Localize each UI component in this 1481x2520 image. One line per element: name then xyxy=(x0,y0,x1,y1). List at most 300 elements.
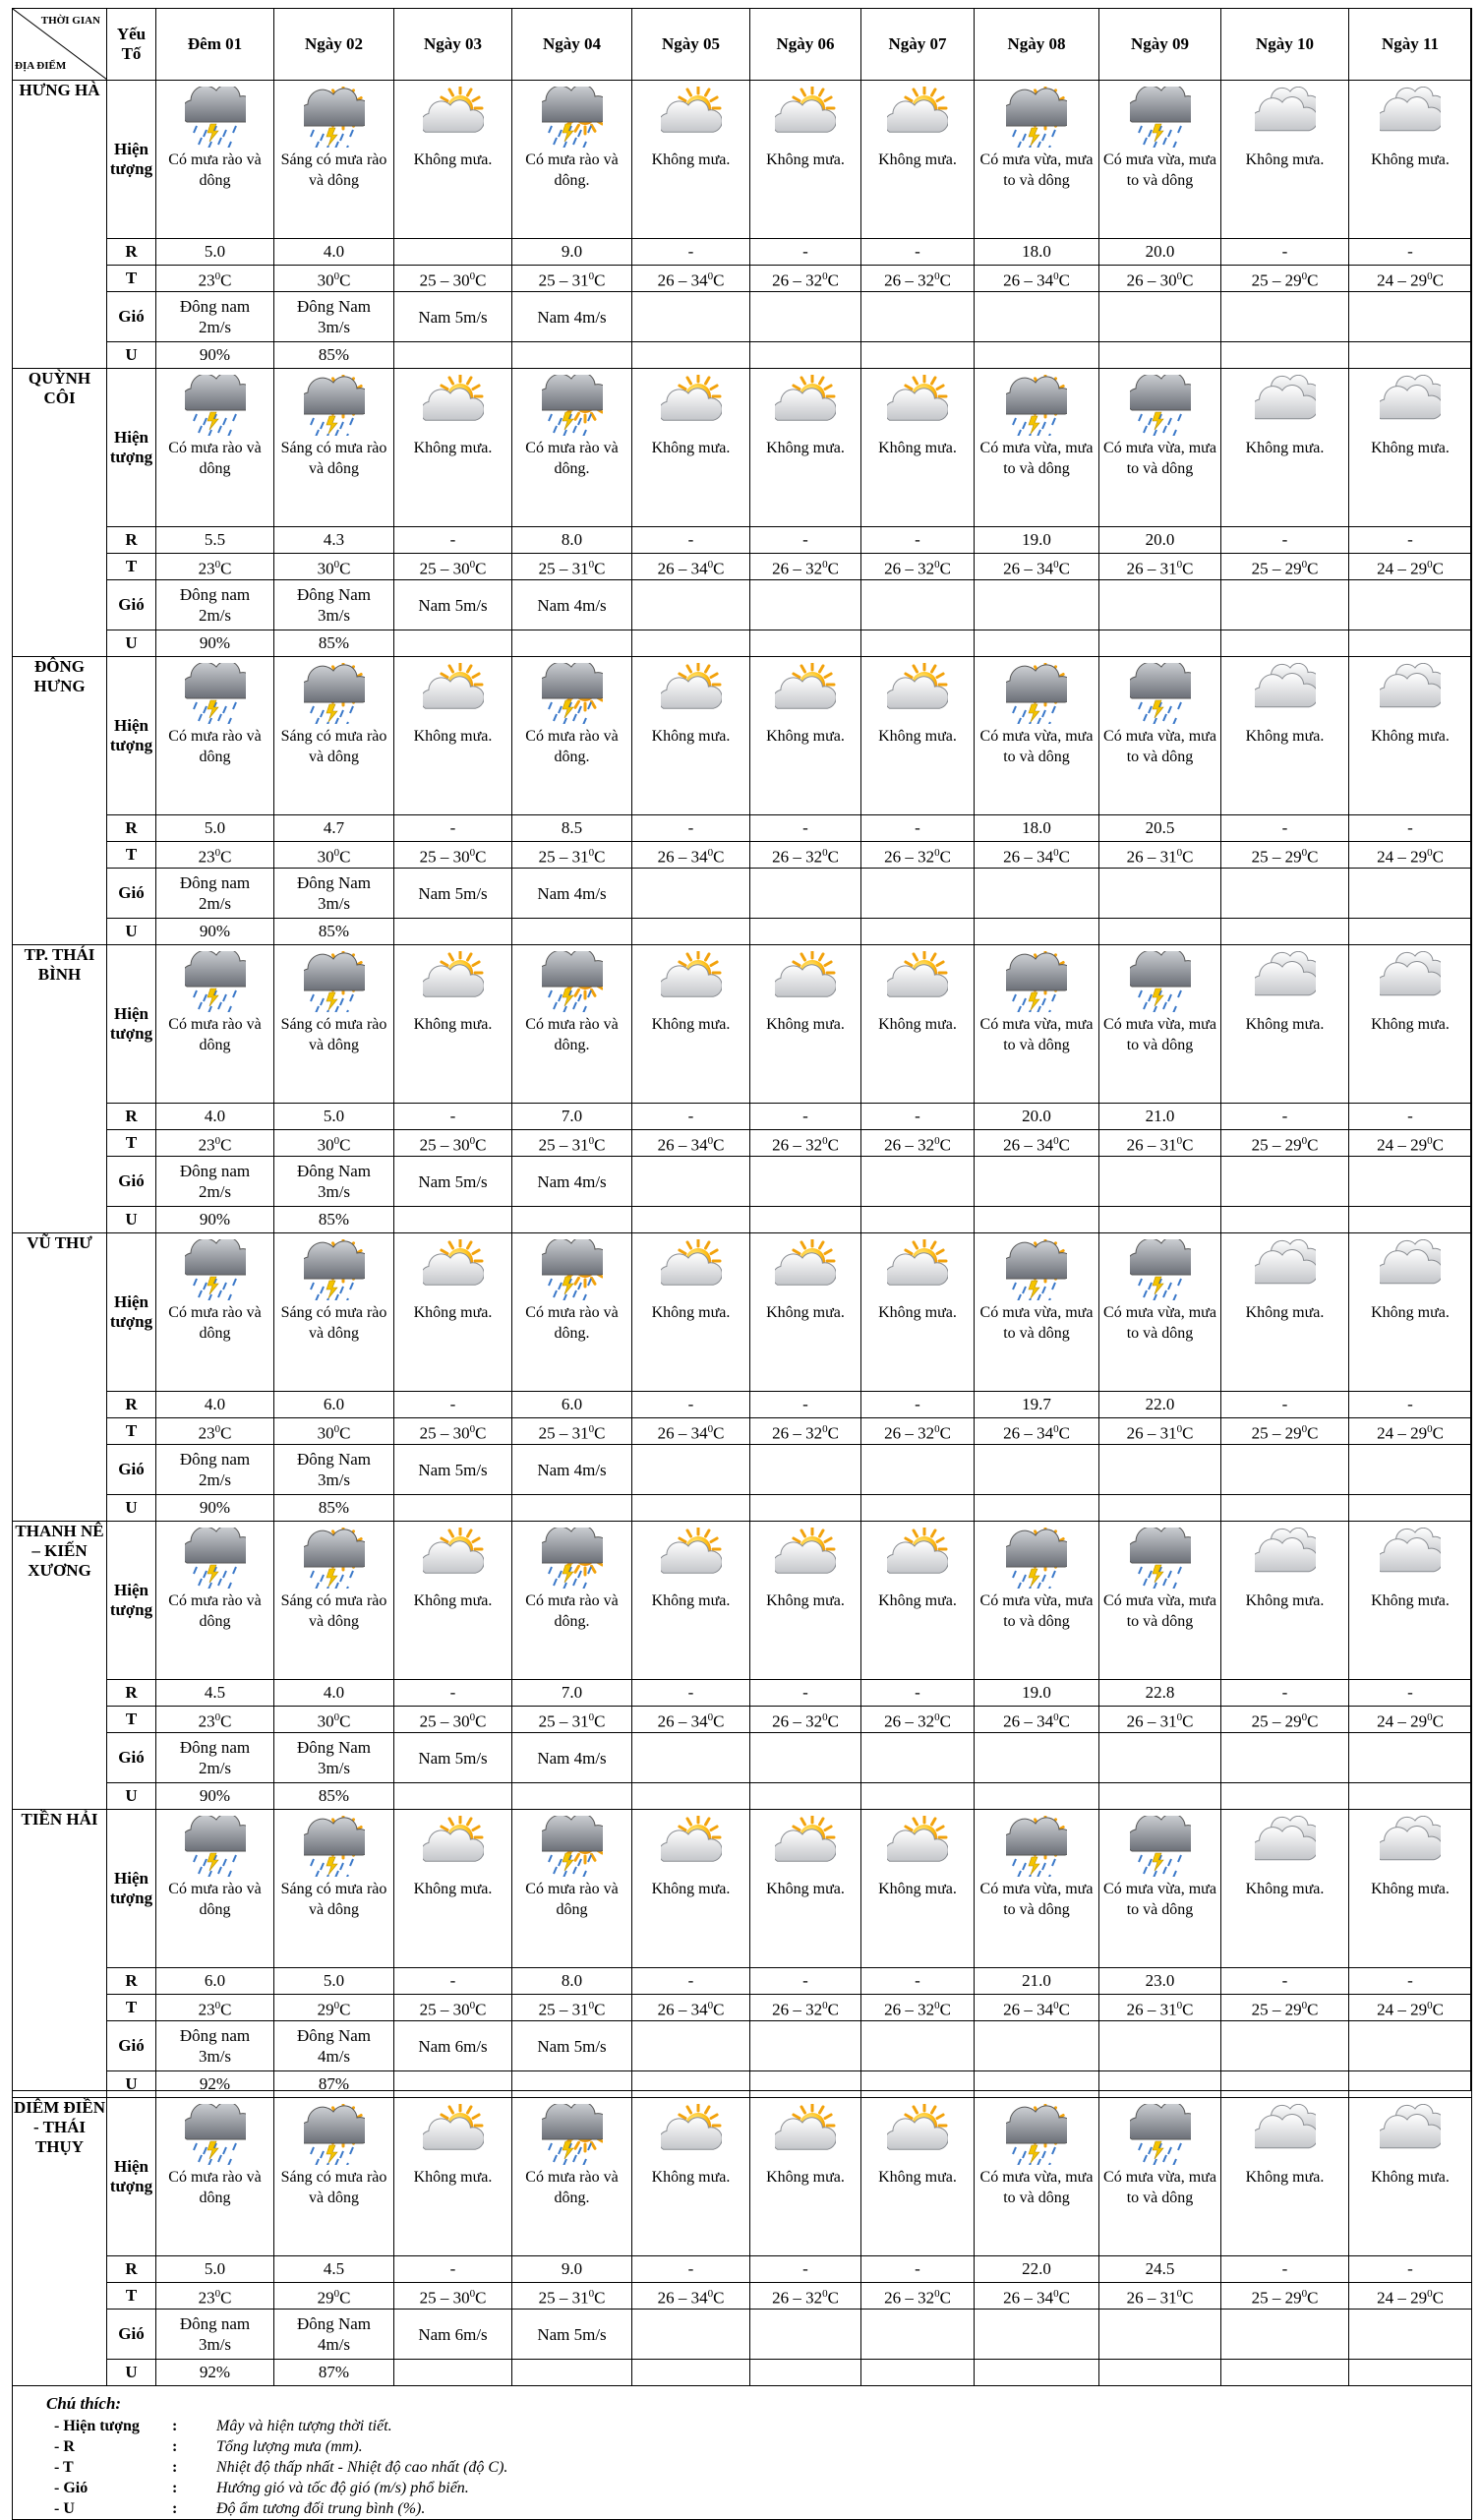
weather-cell xyxy=(156,2098,274,2256)
legend-text: Nhiệt độ thấp nhất - Nhiệt độ cao nhất (độ C). xyxy=(216,2459,508,2476)
wind-value xyxy=(512,2021,632,2071)
humidity-value: 92% xyxy=(156,2071,274,2098)
temperature-text: 26 – 34 xyxy=(1003,847,1054,867)
temperature-value xyxy=(512,1418,632,1445)
humidity-value: 85% xyxy=(274,1495,394,1522)
degree-mark: 0 xyxy=(1176,846,1183,859)
param-r: R xyxy=(107,1680,156,1707)
temperature-unit: C xyxy=(713,559,725,578)
temperature-value xyxy=(1221,266,1349,292)
humidity-value xyxy=(632,342,750,369)
weather-description: Không mưa. xyxy=(1245,1304,1325,1321)
temperature-text: 24 – 29 xyxy=(1377,2288,1428,2308)
temperature-unit: C xyxy=(594,270,606,290)
wind-text: Nam 6m/s xyxy=(418,2036,488,2056)
wind-value xyxy=(750,869,861,919)
temperature-unit: C xyxy=(594,847,606,867)
rain-cloud-icon xyxy=(156,1528,273,1589)
temperature-unit: C xyxy=(1432,1135,1444,1155)
sun-storm-cloud-icon xyxy=(975,87,1098,148)
temperature-unit: C xyxy=(1182,1135,1194,1155)
temperature-unit: C xyxy=(1058,1711,1070,1731)
humidity-value xyxy=(861,1495,975,1522)
param-r: R xyxy=(107,1968,156,1995)
param-hien-tuong: Hiện tượng xyxy=(107,2098,156,2256)
humidity-value xyxy=(861,1783,975,1810)
sun-cloud-icon xyxy=(750,87,860,148)
weather-cell xyxy=(632,369,750,527)
weather-cell xyxy=(632,81,750,239)
sun-storm-cloud-icon xyxy=(274,1528,393,1589)
temperature-text: 23 xyxy=(198,847,215,867)
weather-description: Không mưa. xyxy=(1371,1016,1450,1033)
degree-mark: 0 xyxy=(822,2287,828,2300)
humidity-value xyxy=(750,1495,861,1522)
param-hien-tuong: Hiện tượng xyxy=(107,1522,156,1680)
temperature-value xyxy=(632,1995,750,2021)
temperature-value xyxy=(861,554,975,580)
day-header: Đêm 01 xyxy=(156,9,274,81)
humidity-value xyxy=(1221,2360,1349,2386)
humidity-value xyxy=(1349,1207,1472,1233)
temperature-text: 26 – 34 xyxy=(1003,2000,1054,2019)
humidity-value xyxy=(632,1207,750,1233)
param-t: T xyxy=(107,842,156,869)
rain-value: - xyxy=(750,2256,861,2283)
temperature-value xyxy=(1099,842,1221,869)
sun-cloud-icon xyxy=(861,1528,974,1589)
temperature-text: 26 – 32 xyxy=(884,559,935,578)
weather-cell xyxy=(274,1810,394,1968)
legend-colon: : xyxy=(172,2480,178,2496)
rain-cloud-icon xyxy=(1099,2104,1220,2165)
wind-value xyxy=(394,2021,512,2071)
temperature-unit: C xyxy=(939,1135,951,1155)
temperature-value xyxy=(1349,266,1472,292)
temperature-unit: C xyxy=(475,559,487,578)
sun-storm-cloud-icon xyxy=(274,375,393,436)
temperature-unit: C xyxy=(1058,559,1070,578)
param-gio: Gió xyxy=(107,1733,156,1783)
rain-value: - xyxy=(632,1392,750,1418)
rain-value: - xyxy=(1221,239,1349,266)
rain-value: 5.0 xyxy=(274,1104,394,1130)
wind-text: 2m/s xyxy=(198,318,232,336)
degree-mark: 0 xyxy=(214,1999,221,2011)
rain-value: - xyxy=(1349,1392,1472,1418)
humidity-value: 90% xyxy=(156,1783,274,1810)
degree-mark: 0 xyxy=(1053,270,1059,282)
degree-mark: 0 xyxy=(934,1710,940,1723)
weather-description: Có mưa vừa, mưa to và dông xyxy=(979,1881,1094,1918)
weather-cell xyxy=(274,945,394,1104)
wind-text: 3m/s xyxy=(317,1470,351,1489)
humidity-value xyxy=(1099,1495,1221,1522)
location-name: DIÊM ĐIỀN - THÁI THỤY xyxy=(13,2098,107,2386)
param-r: R xyxy=(107,815,156,842)
temperature-text: 23 xyxy=(198,559,215,578)
weather-cell xyxy=(512,1810,632,1968)
wind-value xyxy=(1099,1733,1221,1783)
wind-text: Nam 5m/s xyxy=(418,1460,488,1479)
legend xyxy=(13,2386,1472,2520)
temperature-value xyxy=(750,1995,861,2021)
wind-value xyxy=(861,869,975,919)
temperature-unit: C xyxy=(339,559,351,578)
degree-mark: 0 xyxy=(1176,1422,1183,1435)
temperature-text: 24 – 29 xyxy=(1377,270,1428,290)
weather-cell xyxy=(512,81,632,239)
humidity-value xyxy=(394,1207,512,1233)
weather-cell xyxy=(394,657,512,815)
degree-mark: 0 xyxy=(1053,1422,1059,1435)
humidity-value xyxy=(512,1783,632,1810)
cloud-icon xyxy=(1349,663,1471,724)
weather-cell xyxy=(632,1522,750,1680)
weather-description: Có mưa vừa, mưa to và dông xyxy=(1103,1016,1216,1053)
weather-description: Không mưa. xyxy=(766,1881,845,1897)
wind-text: Đông nam xyxy=(179,1162,251,1180)
temperature-value xyxy=(1221,2283,1349,2310)
wind-text: Đông Nam xyxy=(296,1450,372,1469)
humidity-value xyxy=(975,1783,1099,1810)
param-r: R xyxy=(107,239,156,266)
temperature-value xyxy=(861,1707,975,1733)
temperature-unit: C xyxy=(713,270,725,290)
param-gio: Gió xyxy=(107,2310,156,2360)
weather-cell xyxy=(1349,369,1472,527)
wind-text: 3m/s xyxy=(198,2047,232,2066)
weather-cell xyxy=(1349,657,1472,815)
degree-mark: 0 xyxy=(1427,846,1433,859)
degree-mark: 0 xyxy=(333,270,340,282)
humidity-value xyxy=(1349,1495,1472,1522)
temperature-unit: C xyxy=(220,2000,232,2019)
sun-storm-cloud-icon xyxy=(274,1239,393,1300)
humidity-value xyxy=(1221,630,1349,657)
sun-cloud-icon xyxy=(394,951,511,1012)
param-u: U xyxy=(107,630,156,657)
param-r: R xyxy=(107,1392,156,1418)
rain-cloud-icon xyxy=(156,663,273,724)
degree-mark: 0 xyxy=(934,1999,940,2011)
weather-cell xyxy=(156,1233,274,1392)
sun-rain-cloud-icon xyxy=(512,951,631,1012)
wind-text: Đông Nam xyxy=(296,2026,372,2045)
humidity-value xyxy=(750,2360,861,2386)
temperature-unit: C xyxy=(1432,559,1444,578)
location-name: THANH NÊ – KIẾN XƯƠNG xyxy=(13,1522,107,1810)
rain-value: - xyxy=(861,1680,975,1707)
temperature-value xyxy=(512,554,632,580)
wind-value xyxy=(861,1733,975,1783)
temperature-text: 26 – 34 xyxy=(657,1135,708,1155)
humidity-value xyxy=(632,630,750,657)
wind-value xyxy=(1099,292,1221,342)
degree-mark: 0 xyxy=(1176,270,1183,282)
weather-description: Có mưa vừa, mưa to và dông xyxy=(1103,151,1216,189)
temperature-value xyxy=(1349,1995,1472,2021)
weather-cell xyxy=(274,2098,394,2256)
weather-cell xyxy=(156,657,274,815)
temperature-value xyxy=(512,266,632,292)
cloud-icon xyxy=(1349,375,1471,436)
wind-value xyxy=(1349,2310,1472,2360)
rain-value: 19.0 xyxy=(975,527,1099,554)
weather-cell xyxy=(1099,1522,1221,1680)
wind-value xyxy=(1099,869,1221,919)
weather-cell xyxy=(156,945,274,1104)
rain-value: 9.0 xyxy=(512,2256,632,2283)
temperature-text: 26 – 32 xyxy=(884,1711,935,1731)
temperature-unit: C xyxy=(475,270,487,290)
sun-cloud-icon xyxy=(632,2104,749,2165)
temperature-value xyxy=(394,1418,512,1445)
degree-mark: 0 xyxy=(588,1134,595,1147)
weather-cell xyxy=(512,945,632,1104)
temperature-text: 26 – 34 xyxy=(657,1423,708,1443)
temperature-text: 25 – 30 xyxy=(419,559,470,578)
humidity-value xyxy=(861,1207,975,1233)
degree-mark: 0 xyxy=(469,1422,476,1435)
param-t: T xyxy=(107,1130,156,1157)
param-r: R xyxy=(107,2256,156,2283)
temperature-text: 26 – 32 xyxy=(772,2288,823,2308)
wind-value xyxy=(394,869,512,919)
weather-description: Có mưa vừa, mưa to và dông xyxy=(979,1592,1094,1630)
degree-mark: 0 xyxy=(1301,558,1308,570)
humidity-value xyxy=(975,2071,1099,2098)
rain-value: 6.0 xyxy=(156,1968,274,1995)
temperature-value xyxy=(274,1995,394,2021)
temperature-unit: C xyxy=(827,270,839,290)
weather-cell xyxy=(1099,657,1221,815)
temperature-value xyxy=(274,266,394,292)
weather-cell xyxy=(975,945,1099,1104)
param-u: U xyxy=(107,1495,156,1522)
temperature-unit: C xyxy=(713,1135,725,1155)
temperature-value xyxy=(394,1995,512,2021)
temperature-value xyxy=(1349,1418,1472,1445)
degree-mark: 0 xyxy=(214,2287,221,2300)
rain-cloud-icon xyxy=(1099,1816,1220,1877)
temperature-unit: C xyxy=(1432,2000,1444,2019)
wind-value xyxy=(512,580,632,630)
degree-mark: 0 xyxy=(588,846,595,859)
degree-mark: 0 xyxy=(588,1999,595,2011)
temperature-value xyxy=(975,554,1099,580)
wind-value xyxy=(274,1445,394,1495)
wind-value xyxy=(750,2021,861,2071)
param-u: U xyxy=(107,1207,156,1233)
corner-location-label: ĐỊA ĐIỂM xyxy=(15,60,67,72)
temperature-unit: C xyxy=(713,2288,725,2308)
weather-description: Có mưa rào và dông. xyxy=(525,1592,619,1630)
weather-description: Có mưa rào và dông xyxy=(168,151,262,189)
degree-mark: 0 xyxy=(1427,1710,1433,1723)
temperature-text: 24 – 29 xyxy=(1377,1423,1428,1443)
temperature-value xyxy=(750,1130,861,1157)
weather-description: Không mưa. xyxy=(878,440,957,456)
day-header: Ngày 02 xyxy=(274,9,394,81)
temperature-text: 26 – 32 xyxy=(772,2000,823,2019)
wind-value xyxy=(1099,1157,1221,1207)
degree-mark: 0 xyxy=(1427,1999,1433,2011)
temperature-unit: C xyxy=(713,1711,725,1731)
humidity-value xyxy=(394,630,512,657)
degree-mark: 0 xyxy=(588,1422,595,1435)
rain-value: - xyxy=(1349,1680,1472,1707)
weather-cell xyxy=(750,1810,861,1968)
weather-description: Có mưa vừa, mưa to và dông xyxy=(1103,1881,1216,1918)
temperature-unit: C xyxy=(220,1711,232,1731)
wind-value xyxy=(156,580,274,630)
temperature-text: 25 – 31 xyxy=(538,2000,589,2019)
wind-text: 2m/s xyxy=(198,1759,232,1777)
wind-value xyxy=(750,292,861,342)
humidity-value: 85% xyxy=(274,1207,394,1233)
weather-cell xyxy=(1221,1810,1349,1968)
temperature-text: 25 – 30 xyxy=(419,1135,470,1155)
temperature-text: 24 – 29 xyxy=(1377,1711,1428,1731)
temperature-text: 23 xyxy=(198,270,215,290)
day-header: Ngày 07 xyxy=(861,9,975,81)
weather-cell xyxy=(1221,657,1349,815)
wind-text: Đông Nam xyxy=(296,2314,372,2333)
temperature-value xyxy=(1349,554,1472,580)
weather-description: Có mưa rào và dông xyxy=(168,1881,262,1918)
temperature-unit: C xyxy=(1182,1423,1194,1443)
weather-cell xyxy=(512,1522,632,1680)
weather-cell xyxy=(861,945,975,1104)
cloud-icon xyxy=(1221,663,1348,724)
temperature-unit: C xyxy=(1432,847,1444,867)
wind-text: Nam 5m/s xyxy=(537,2036,607,2056)
temperature-unit: C xyxy=(1307,1135,1319,1155)
cloud-icon xyxy=(1349,1528,1471,1589)
wind-value xyxy=(632,1445,750,1495)
corner-time-label: THỜI GIAN xyxy=(40,15,100,27)
weather-description: Không mưa. xyxy=(1245,1592,1325,1609)
weather-cell xyxy=(156,1810,274,1968)
legend-key: - Hiện tượng xyxy=(54,2418,140,2434)
temperature-text: 24 – 29 xyxy=(1377,559,1428,578)
wind-value xyxy=(1221,2021,1349,2071)
temperature-text: 23 xyxy=(198,1711,215,1731)
wind-value xyxy=(861,1157,975,1207)
param-gio: Gió xyxy=(107,292,156,342)
wind-text: Nam 5m/s xyxy=(418,1171,488,1191)
wind-value xyxy=(1349,292,1472,342)
temperature-unit: C xyxy=(1432,270,1444,290)
wind-value xyxy=(512,1445,632,1495)
param-t: T xyxy=(107,2283,156,2310)
temperature-value xyxy=(1221,1418,1349,1445)
param-t: T xyxy=(107,1995,156,2021)
temperature-unit: C xyxy=(339,2288,351,2308)
weather-cell xyxy=(861,1810,975,1968)
temperature-value xyxy=(1349,1130,1472,1157)
param-gio: Gió xyxy=(107,580,156,630)
rain-value: 20.0 xyxy=(1099,527,1221,554)
temperature-text: 25 – 31 xyxy=(538,1135,589,1155)
sun-cloud-icon xyxy=(394,2104,511,2165)
sun-cloud-icon xyxy=(861,951,974,1012)
forecast-table xyxy=(12,8,1472,2520)
sun-cloud-icon xyxy=(861,87,974,148)
humidity-value xyxy=(512,2071,632,2098)
cloud-icon xyxy=(1349,2104,1471,2165)
degree-mark: 0 xyxy=(214,1710,221,1723)
param-r: R xyxy=(107,527,156,554)
legend-key: - T xyxy=(54,2459,74,2476)
degree-mark: 0 xyxy=(1301,2287,1308,2300)
temperature-text: 26 – 32 xyxy=(884,2288,935,2308)
weather-description: Không mưa. xyxy=(413,1016,493,1033)
degree-mark: 0 xyxy=(707,846,714,859)
temperature-unit: C xyxy=(939,847,951,867)
humidity-value xyxy=(632,1495,750,1522)
humidity-value xyxy=(1221,2071,1349,2098)
rain-value: 5.5 xyxy=(156,527,274,554)
weather-description: Không mưa. xyxy=(651,1592,731,1609)
humidity-value xyxy=(1349,342,1472,369)
temperature-unit: C xyxy=(475,847,487,867)
rain-value: - xyxy=(632,815,750,842)
sun-cloud-icon xyxy=(632,663,749,724)
rain-value: 5.0 xyxy=(156,815,274,842)
weather-description: Không mưa. xyxy=(413,728,493,745)
wind-value xyxy=(156,1733,274,1783)
humidity-value xyxy=(394,919,512,945)
humidity-value xyxy=(1221,919,1349,945)
weather-cell xyxy=(394,1522,512,1680)
wind-text: Đông nam xyxy=(179,873,251,892)
rain-value: - xyxy=(1349,2256,1472,2283)
param-hien-tuong: Hiện tượng xyxy=(107,1233,156,1392)
humidity-value xyxy=(861,2360,975,2386)
temperature-text: 23 xyxy=(198,1423,215,1443)
degree-mark: 0 xyxy=(333,1134,340,1147)
degree-mark: 0 xyxy=(934,558,940,570)
rain-value: - xyxy=(394,527,512,554)
degree-mark: 0 xyxy=(469,270,476,282)
wind-text: Đông nam xyxy=(179,2026,251,2045)
temperature-value xyxy=(156,266,274,292)
wind-text: Đông Nam xyxy=(296,1162,372,1180)
temperature-value xyxy=(512,842,632,869)
temperature-text: 25 – 30 xyxy=(419,2288,470,2308)
temperature-unit: C xyxy=(220,270,232,290)
temperature-value xyxy=(1099,1707,1221,1733)
degree-mark: 0 xyxy=(469,2287,476,2300)
temperature-unit: C xyxy=(713,847,725,867)
wind-value xyxy=(975,292,1099,342)
weather-description: Có mưa vừa, mưa to và dông xyxy=(1103,728,1216,765)
weather-cell xyxy=(861,2098,975,2256)
weather-cell xyxy=(750,2098,861,2256)
weather-cell xyxy=(750,945,861,1104)
rain-value: - xyxy=(632,1680,750,1707)
factor-header: Yếu Tố xyxy=(107,9,156,81)
temperature-value xyxy=(1099,2283,1221,2310)
rain-value: - xyxy=(1221,1680,1349,1707)
humidity-value xyxy=(975,1495,1099,1522)
wind-value xyxy=(512,2310,632,2360)
rain-value: - xyxy=(750,1968,861,1995)
sun-cloud-icon xyxy=(394,375,511,436)
rain-value: - xyxy=(394,1680,512,1707)
